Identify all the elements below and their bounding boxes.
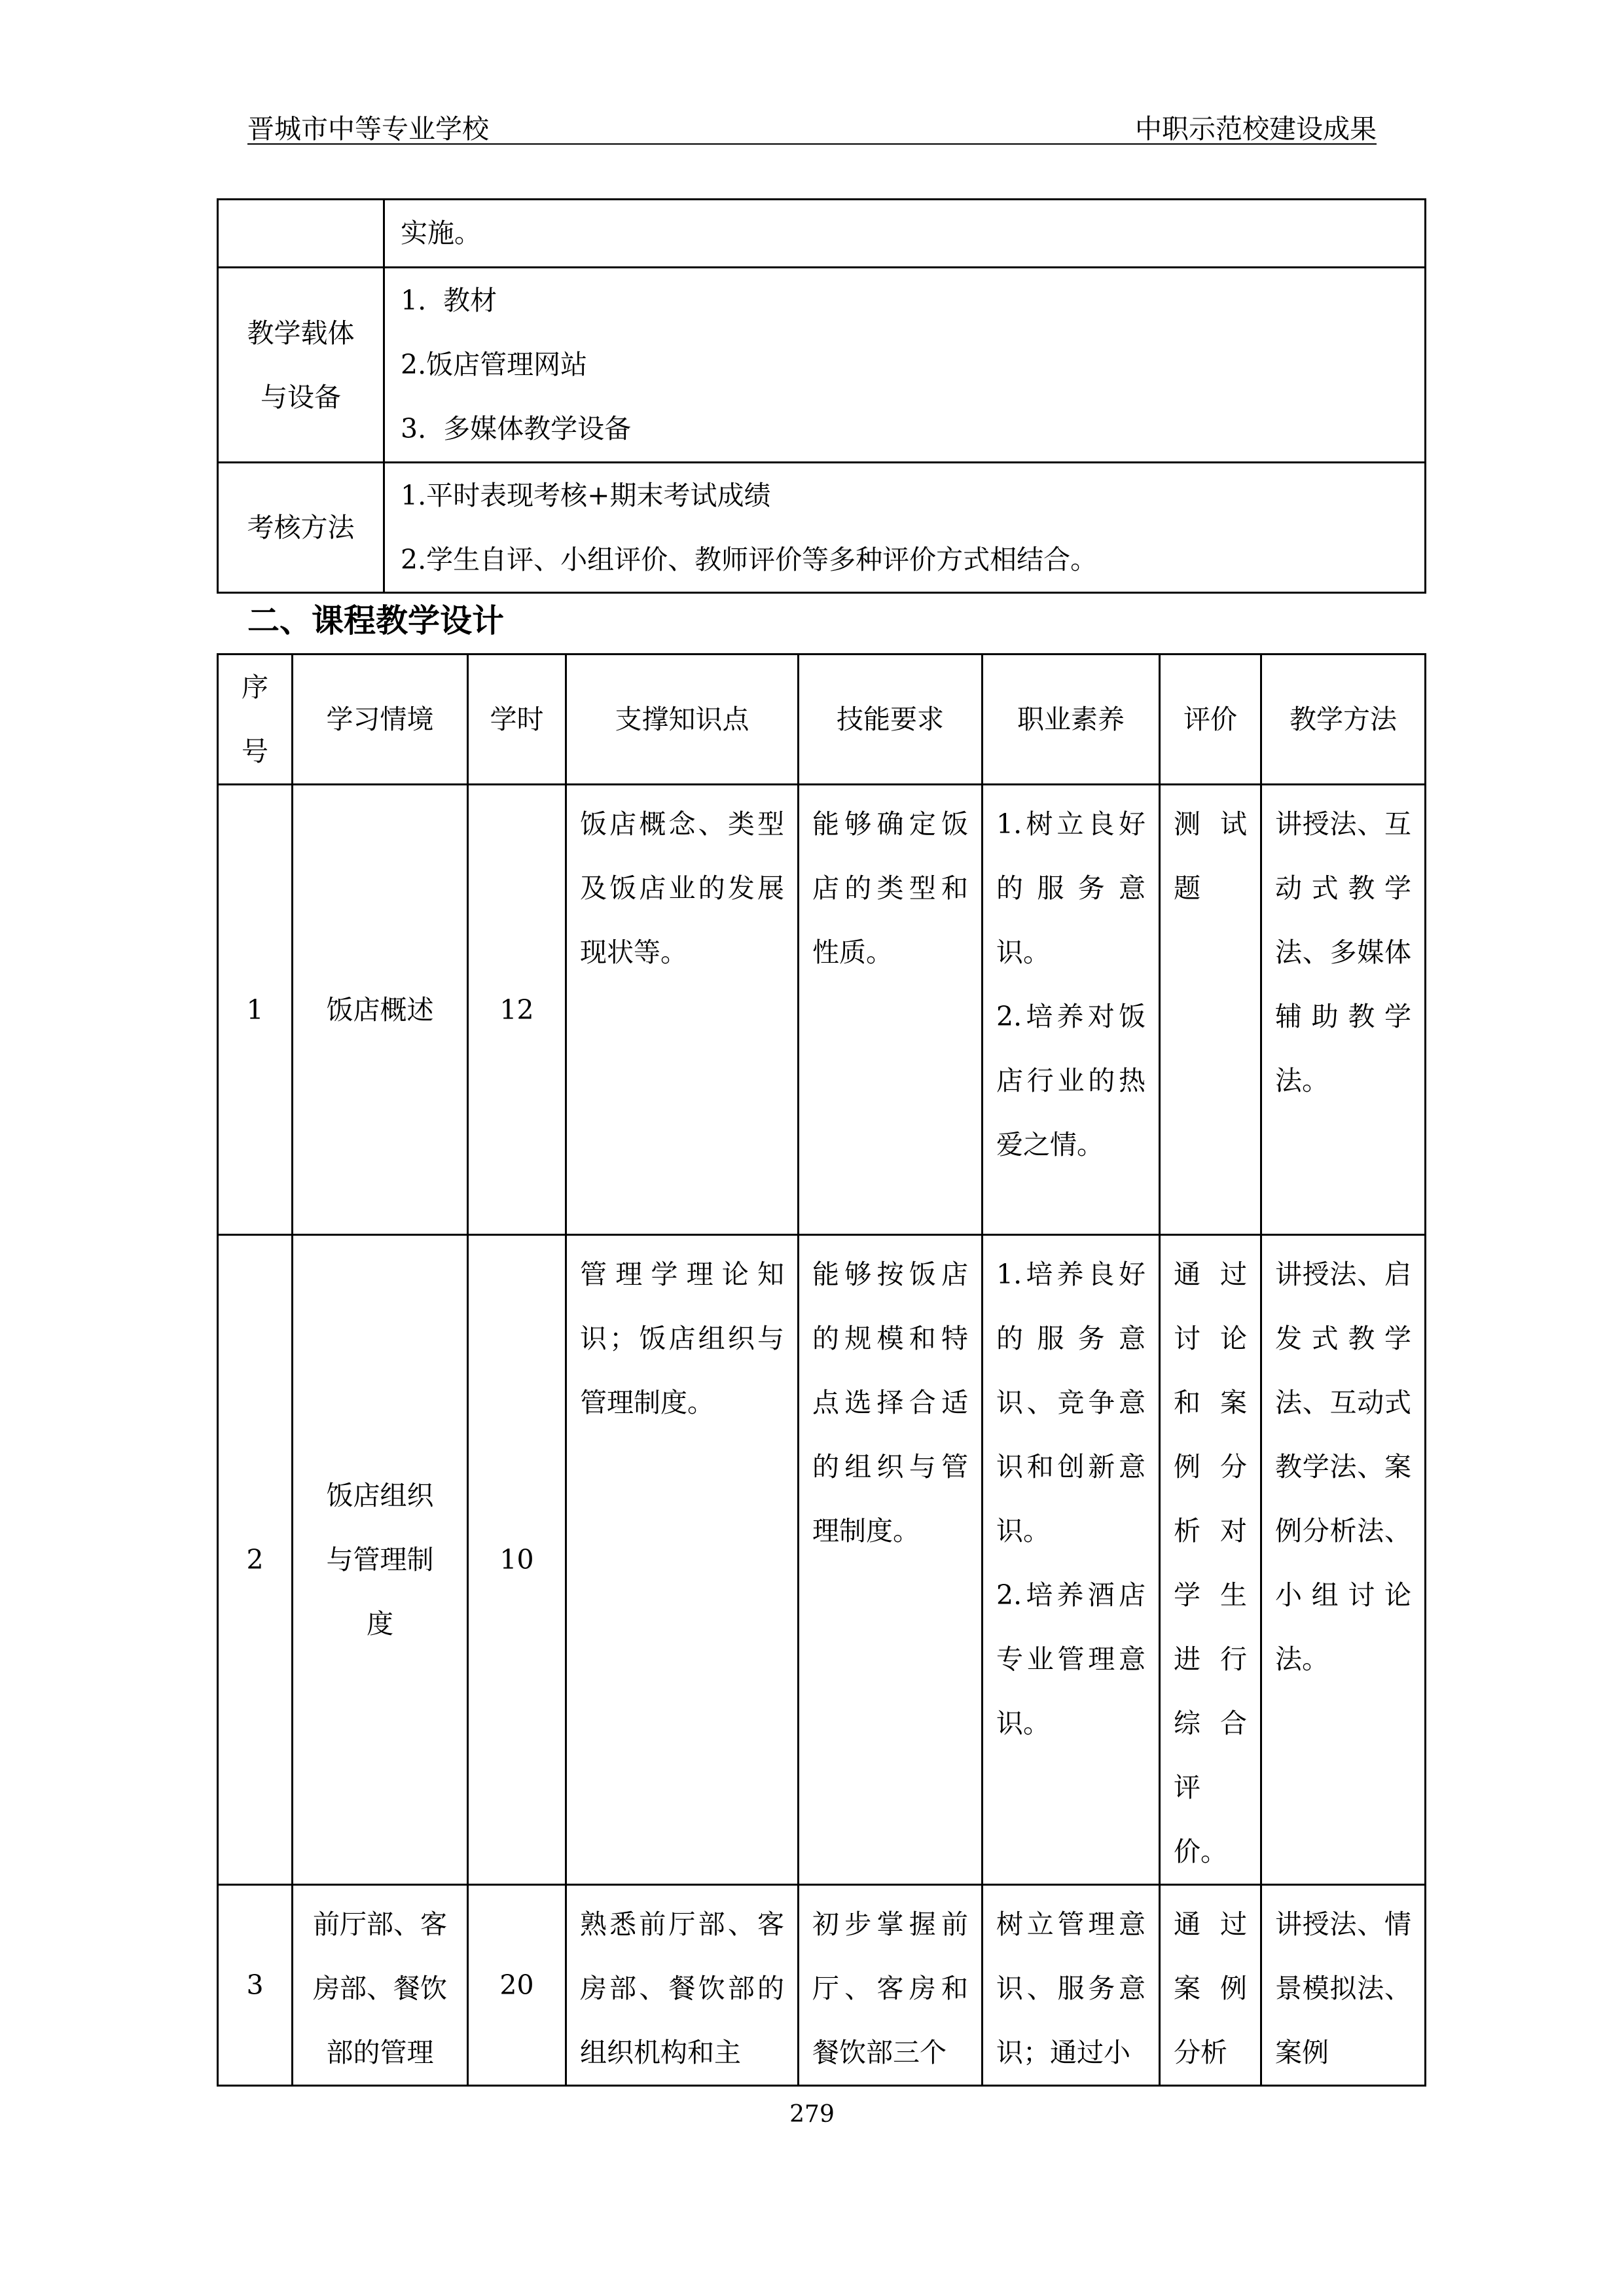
cell-quality: 1.树立良好的服务意识。 2.培养对饭店行业的热爱之情。 bbox=[983, 785, 1160, 1235]
content-line: 2.饭店管理网站 bbox=[401, 349, 588, 380]
cell-evaluation: 通过案例分析 bbox=[1160, 1885, 1261, 2086]
course-info-table bbox=[217, 198, 1426, 594]
cell-skill: 能够确定饭店的类型和性质。 bbox=[799, 785, 983, 1235]
cell-situation: 饭店概述 bbox=[293, 785, 468, 1235]
cell-quality: 1.培养良好的服务意识、竞争意识和创新意识。 2.培养酒店专业管理意识。 bbox=[983, 1235, 1160, 1885]
header-rule bbox=[247, 143, 1377, 145]
row-content bbox=[384, 200, 1426, 268]
row-label-assessment: 考核方法 bbox=[218, 463, 384, 593]
cell-knowledge: 熟悉前厅部、客房部、餐饮部的组织机构和主 bbox=[566, 1885, 799, 2086]
cell-method: 讲授法、互动式教学法、多媒体辅助教学法。 bbox=[1261, 785, 1426, 1235]
cell-method: 讲授法、启发式教学法、互动式教学法、案例分析法、小组讨论法。 bbox=[1261, 1235, 1426, 1885]
col-header-skill: 技能要求 bbox=[799, 655, 983, 785]
cell-situation: 饭店组织 与管理制 度 bbox=[293, 1235, 468, 1885]
cell-knowledge: 管理学理论知识；饭店组织与管理制度。 bbox=[566, 1235, 799, 1885]
cell-situation: 前厅部、客 房部、餐饮 部的管理 bbox=[293, 1885, 468, 2086]
col-header-hours: 学时 bbox=[468, 655, 566, 785]
table-row bbox=[218, 268, 1426, 463]
col-header-evaluation: 评价 bbox=[1160, 655, 1261, 785]
content-line: 1.平时表现考核+期末考试成绩 bbox=[401, 480, 771, 511]
cell-hours: 20 bbox=[468, 1885, 566, 2086]
col-header-method: 教学方法 bbox=[1261, 655, 1426, 785]
content-line: 1. 教材 bbox=[401, 285, 497, 316]
header-title: 中职示范校建设成果 bbox=[1135, 113, 1377, 145]
content-line: 实施。 bbox=[401, 217, 481, 249]
col-header-situation: 学习情境 bbox=[293, 655, 468, 785]
cell-no: 2 bbox=[218, 1235, 293, 1885]
cell-quality: 树立管理意识、服务意识；通过小 bbox=[983, 1885, 1160, 2086]
table-row bbox=[218, 785, 1426, 1235]
col-header-no: 序 号 bbox=[218, 655, 293, 785]
row-label-carrier: 教学载体 与设备 bbox=[218, 268, 384, 463]
cell-hours: 10 bbox=[468, 1235, 566, 1885]
content-line: 2.学生自评、小组评价、教师评价等多种评价方式相结合。 bbox=[401, 544, 1098, 575]
row-content bbox=[384, 463, 1426, 593]
table-row bbox=[218, 1885, 1426, 2086]
cell-evaluation: 测试题 bbox=[1160, 785, 1261, 1235]
course-design-table bbox=[217, 653, 1426, 2087]
section-heading: 二、课程教学设计 bbox=[247, 602, 505, 639]
row-content bbox=[384, 268, 1426, 463]
table-row bbox=[218, 1235, 1426, 1885]
table-row bbox=[218, 463, 1426, 593]
cell-evaluation: 通过讨论和案例分析对学生进行综合评价。 bbox=[1160, 1235, 1261, 1885]
cell-no: 1 bbox=[218, 785, 293, 1235]
cell-skill: 能够按饭店的规模和特点选择合适的组织与管理制度。 bbox=[799, 1235, 983, 1885]
cell-skill: 初步掌握前厅、客房和餐饮部三个 bbox=[799, 1885, 983, 2086]
col-header-knowledge: 支撑知识点 bbox=[566, 655, 799, 785]
header-school-name: 晋城市中等专业学校 bbox=[247, 113, 489, 145]
cell-knowledge: 饭店概念、类型及饭店业的发展现状等。 bbox=[566, 785, 799, 1235]
cell-no: 3 bbox=[218, 1885, 293, 2086]
col-header-quality: 职业素养 bbox=[983, 655, 1160, 785]
content-line: 3. 多媒体教学设备 bbox=[401, 413, 632, 444]
table-row bbox=[218, 200, 1426, 268]
cell-method: 讲授法、情景模拟法、案例 bbox=[1261, 1885, 1426, 2086]
row-label bbox=[218, 200, 384, 268]
cell-hours: 12 bbox=[468, 785, 566, 1235]
page-number: 279 bbox=[789, 2101, 835, 2128]
table-header-row bbox=[218, 655, 1426, 785]
